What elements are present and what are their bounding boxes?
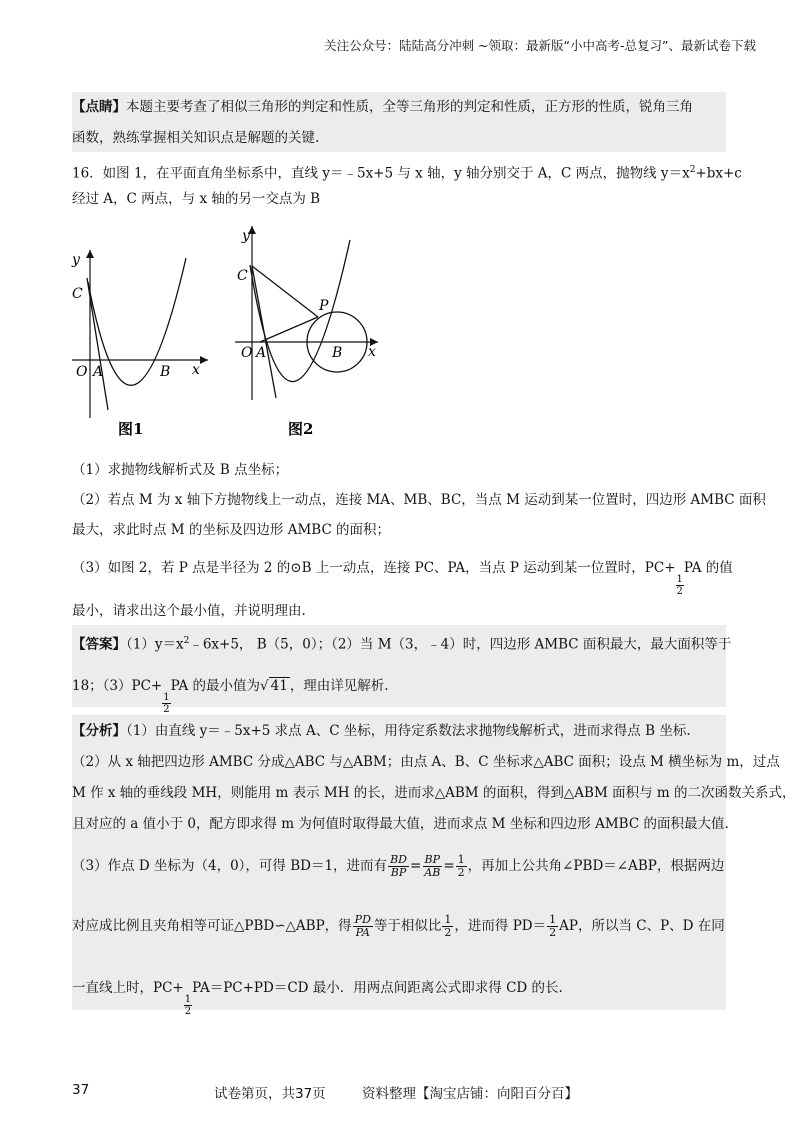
analysis-frac-half-4 <box>184 994 192 1017</box>
frac-half1-num: 1 <box>457 853 465 866</box>
analysis-line-2: （2）从 x 轴把四边形 AMBC 分成△ABC 与△ABM；由点 A、B、C 坐标求△ABC 面积；设点 M 横坐标为 m，过点 <box>72 754 780 770</box>
analysis-text-6a: 对应成比例且夹角相等可证△PBD∽△ABP，得 <box>72 918 352 934</box>
fig1-label-y: y <box>72 252 80 268</box>
answer-line-1 <box>72 631 731 655</box>
analysis-line-3: M 作 x 轴的垂线段 MH，则能用 m 表示 MH 的长，进而求△ABM 的面积，得到△ABM 面积与 m 的二次函数关系式， <box>72 785 796 801</box>
fig2-label-x: x <box>368 344 376 360</box>
answer-line-2 <box>72 676 389 715</box>
analysis-eq-2: = <box>443 858 455 874</box>
answer-text-2b: PA 的最小值为 <box>170 678 261 694</box>
dianjing-label: 【点睛】 <box>72 99 126 115</box>
answer-sqrt-value: 41 <box>270 678 288 694</box>
analysis-label: 【分析】 <box>72 723 126 739</box>
figure-1 <box>71 250 208 438</box>
footer-page-number: 37 <box>72 1082 90 1098</box>
question-3-line-1 <box>72 558 733 597</box>
problem-text-1a: 16．如图 1，在平面直角坐标系中，直线 y＝﹣5x+5 与 x 轴，y 轴分别交于 A，C 两点，抛物线 y＝x <box>72 165 690 182</box>
frac-half1-den: 2 <box>457 866 465 879</box>
analysis-frac-half-1 <box>456 854 467 879</box>
analysis-line-4: 且对应的 a 值小于 0，配方即求得 m 为何值时取得最大值，进而求点 M 坐标和四边形 AMBC 的面积最大值. <box>72 816 729 832</box>
analysis-frac-bp-ab <box>422 854 442 879</box>
fig1-caption: 图1 <box>118 420 144 438</box>
analysis-text-1: （1）由直线 y＝﹣5x+5 求点 A、C 坐标，用待定系数法求抛物线解析式，进而求得点 B 坐标. <box>126 723 691 739</box>
question-3-text-b: PA 的值 <box>683 560 733 576</box>
analysis-line-5 <box>72 850 724 882</box>
analysis-text-6d: AP，所以当 C、P、D 在同 <box>559 918 725 934</box>
analysis-text-5a: （3）作点 D 坐标为（4，0），可得 BD＝1，进而有 <box>72 858 388 874</box>
answer-sqrt: √ 41 <box>260 678 288 694</box>
question-1: （1）求抛物线解析式及 B 点坐标； <box>72 462 289 478</box>
fig2-label-p: P <box>319 298 329 314</box>
footer-center: 试卷第页，共37页 <box>214 1086 326 1102</box>
frac-half3-den: 2 <box>549 926 557 939</box>
fig2-label-a: A <box>256 345 267 361</box>
analysis-eq-1: = <box>409 858 422 874</box>
frac-ab: AB <box>424 866 441 879</box>
fig1-label-a: A <box>93 364 104 380</box>
frac-bp: BP <box>390 866 407 879</box>
fig2-line-ac <box>252 266 276 398</box>
frac-pa: PA <box>355 926 370 939</box>
fig1-y-arrow <box>86 250 94 258</box>
question-2-line-1: （2）若点 M 为 x 轴下方抛物线上一动点，连接 MA、MB、BC，当点 M 运动到某一位置时，四边形 AMBC 面积 <box>72 492 766 508</box>
dianjing-line-1 <box>72 97 693 117</box>
question-2-line-2: 最大，求此时点 M 的坐标及四边形 AMBC 的面积； <box>72 522 391 538</box>
fig1-label-x: x <box>192 362 200 378</box>
analysis-text-6c: ，进而得 PD＝ <box>454 918 547 934</box>
answer-text-2a: 18；（3）PC+ <box>72 678 163 694</box>
answer-frac-num: 1 <box>163 692 170 703</box>
frac-pd: PD <box>354 913 371 926</box>
frac-bp2: BP <box>424 853 441 866</box>
frac-half3-num: 1 <box>549 913 557 926</box>
analysis-line-6 <box>72 910 725 942</box>
problem-sup: 2 <box>689 165 696 175</box>
fig1-x-arrow <box>200 356 208 364</box>
fig2-label-y: y <box>242 228 250 244</box>
answer-sup: 2 <box>183 636 190 646</box>
page-header: 关注公众号：陆陆高分冲刺 ~领取：最新版“小中高考-总复习”、最新试卷下载 <box>324 38 756 53</box>
problem-text-1b: +bx+c <box>695 165 742 182</box>
analysis-line-7 <box>72 978 563 1017</box>
dianjing-text-1: 本题主要考查了相似三角形的判定和性质，全等三角形的判定和性质，正方形的性质，锐角三角 <box>126 99 693 115</box>
frac-bd: BD <box>390 853 407 866</box>
fig2-label-c: C <box>237 268 248 284</box>
fig1-label-b: B <box>160 364 171 380</box>
question-3-line-2: 最小，请求出这个最小值，并说明理由. <box>72 603 306 619</box>
problem-line-2: 经过 A，C 两点，与 x 轴的另一交点为 B <box>72 191 321 207</box>
fig2-caption: 图2 <box>288 420 314 438</box>
dianjing-line-2: 函数，熟练掌握相关知识点是解题的关键. <box>72 130 320 146</box>
analysis-text-6b: 等于相似比 <box>373 918 442 934</box>
answer-text-1a: （1）y＝x <box>126 636 184 653</box>
footer-right: 资料整理【淘宝店铺：向阳百分百】 <box>362 1086 578 1102</box>
question-3-frac-den: 2 <box>676 586 683 597</box>
figure-2 <box>235 226 378 438</box>
frac-half4-num: 1 <box>184 994 192 1005</box>
fig2-label-o: O <box>241 345 253 361</box>
fig2-label-b: B <box>332 345 343 361</box>
question-3-frac-num: 1 <box>676 574 683 585</box>
analysis-frac-pd-pa <box>353 914 373 939</box>
answer-fraction <box>162 692 170 715</box>
figures-svg <box>60 220 400 445</box>
frac-half2-den: 2 <box>444 926 452 939</box>
analysis-text-7b: PA＝PC+PD＝CD 最小．用两点间距离公式即求得 CD 的长. <box>192 980 563 996</box>
fig1-label-o: O <box>76 364 88 380</box>
analysis-frac-half-2 <box>442 914 453 939</box>
analysis-line-1 <box>72 721 691 741</box>
analysis-frac-bd-bp <box>388 854 409 879</box>
question-3-fraction <box>676 574 684 597</box>
answer-label: 【答案】 <box>72 636 126 653</box>
fig2-line-cp <box>252 266 318 317</box>
answer-text-2c: ，理由详见解析. <box>289 678 389 694</box>
answer-text-1b: ﹣6x+5， B（5，0）；（2）当 M（3，﹣4）时，四边形 AMBC 面积最大，最大面积等于 <box>189 636 732 653</box>
answer-frac-den: 2 <box>163 704 170 715</box>
frac-half4-den: 2 <box>184 1006 192 1017</box>
question-3-text-a: （3）如图 2，若 P 点是半径为 2 的⊙B 上一动点，连接 PC、PA，当点 P 运动到某一位置时，PC+ <box>72 560 676 576</box>
problem-line-1 <box>72 160 742 184</box>
analysis-text-5b: ，再加上公共角∠PBD＝∠ABP，根据两边 <box>467 858 725 874</box>
frac-half2-num: 1 <box>444 913 452 926</box>
analysis-frac-half-3 <box>547 914 558 939</box>
fig1-label-c: C <box>72 286 83 302</box>
analysis-text-7a: 一直线上时，PC+ <box>72 980 184 996</box>
